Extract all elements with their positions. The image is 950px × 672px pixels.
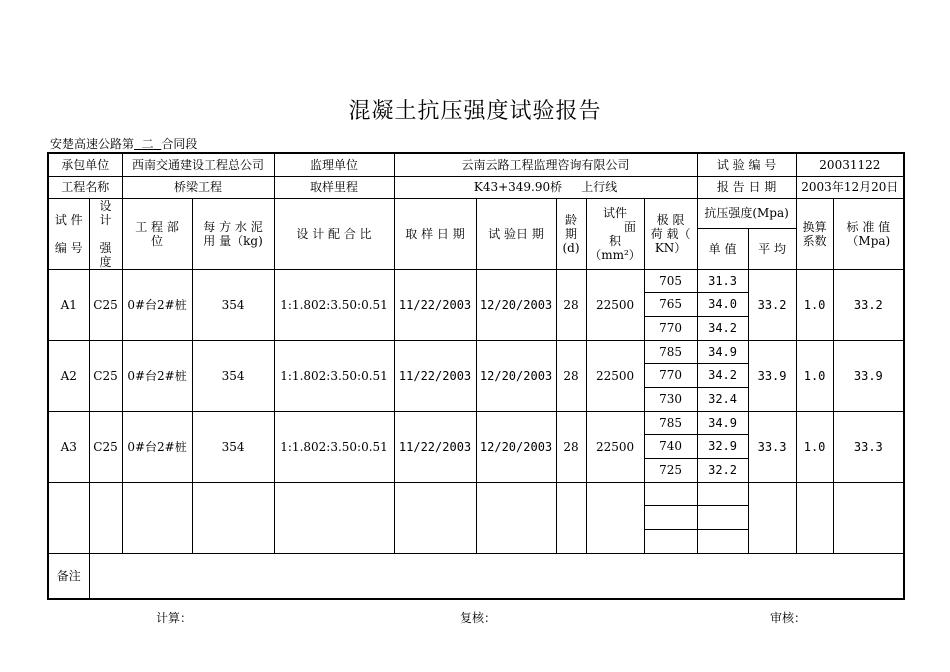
empty-cell [274,482,394,553]
contractor-label: 承包单位 [48,153,122,176]
area: 22500 [586,340,644,411]
empty-cell [192,482,274,553]
report-date-label: 报 告 日 期 [697,176,796,198]
project-label: 工程名称 [48,176,122,198]
single-value: 34.9 [697,411,748,434]
report-title: 混凝土抗压强度试验报告 [348,99,602,124]
contractor-value: 西南交通建设工程总公司 [122,153,274,176]
average-value: 33.3 [748,411,796,482]
single-value: 34.9 [697,340,748,363]
load-value: 770 [644,363,697,387]
average-value: 33.9 [748,340,796,411]
single-value: 32.2 [697,458,748,482]
area: 22500 [586,269,644,340]
empty-cell [394,482,476,553]
header-load: 极 限 荷 载（ KN） [644,198,697,269]
calc-signature: 计算： [156,611,193,625]
header-single: 单 值 [697,228,748,269]
design-grade: C25 [89,411,122,482]
load-value: 785 [644,340,697,363]
factor-value: 1.0 [796,269,833,340]
mix-ratio: 1:1.802:3.50:0.51 [274,411,394,482]
average-value: 33.2 [748,269,796,340]
design-grade: C25 [89,340,122,411]
age: 28 [556,269,586,340]
test-date: 12/20/2003 [476,269,556,340]
mix-ratio: 1:1.802:3.50:0.51 [274,340,394,411]
header-specimen-no: 试 件 编 号 [48,198,89,269]
single-value: 34.2 [697,316,748,340]
sample-label: 取样里程 [274,176,394,198]
specimen-id: A1 [48,269,89,340]
factor-value: 1.0 [796,411,833,482]
empty-cell [122,482,192,553]
header-mix-ratio: 设 计 配 合 比 [274,198,394,269]
empty-cell [644,529,697,553]
sample-date: 11/22/2003 [394,340,476,411]
single-value: 31.3 [697,269,748,292]
load-value: 730 [644,387,697,411]
mix-ratio: 1:1.802:3.50:0.51 [274,269,394,340]
empty-cell [48,482,89,553]
header-design-grade: 设 计 强 度 [89,198,122,269]
header-age: 龄 期 (d) [556,198,586,269]
empty-cell [644,482,697,505]
empty-cell [697,529,748,553]
header-sample-date: 取 样 日 期 [394,198,476,269]
section-number: 二 [141,137,154,151]
standard-value: 33.2 [833,269,904,340]
empty-cell [697,505,748,529]
location: 0#台2#桩 [122,411,192,482]
project-value: 桥梁工程 [122,176,274,198]
load-value: 725 [644,458,697,482]
empty-cell [644,505,697,529]
age: 28 [556,411,586,482]
empty-cell [796,482,833,553]
location: 0#台2#桩 [122,340,192,411]
age: 28 [556,340,586,411]
cement: 354 [192,269,274,340]
header-test-date: 试 验日 期 [476,198,556,269]
empty-cell [748,482,796,553]
header-location: 工 程 部 位 [122,198,192,269]
empty-cell [833,482,904,553]
remarks-label: 备注 [48,553,89,599]
single-value: 34.2 [697,363,748,387]
empty-cell [697,482,748,505]
empty-cell [476,482,556,553]
load-value: 705 [644,269,697,292]
sample-value: K43+349.90桥 上行线 [394,176,697,198]
load-value: 765 [644,292,697,316]
sample-line: 上行线 [581,180,618,194]
header-standard: 标 准 值 （Mpa) [833,198,904,269]
supervisor-value: 云南云路工程监理咨询有限公司 [394,153,697,176]
design-grade: C25 [89,269,122,340]
remarks-field[interactable] [89,553,904,599]
contract-section: 安楚高速公路第 二 合同段 [50,137,198,151]
test-date: 12/20/2003 [476,340,556,411]
header-area: 试件 面 积 （mm²） [586,198,644,269]
factor-value: 1.0 [796,340,833,411]
header-average: 平 均 [748,228,796,269]
test-no-value: 20031122 [796,153,904,176]
specimen-id: A2 [48,340,89,411]
header-cement: 每 方 水 泥 用 量（kg) [192,198,274,269]
report-table [47,152,905,600]
single-value: 32.4 [697,387,748,411]
specimen-id: A3 [48,411,89,482]
single-value: 32.9 [697,434,748,458]
load-value: 770 [644,316,697,340]
test-no-label: 试 验 编 号 [697,153,796,176]
sample-date: 11/22/2003 [394,411,476,482]
cement: 354 [192,340,274,411]
review-signature: 复核： [460,611,497,625]
empty-cell [586,482,644,553]
empty-cell [556,482,586,553]
header-strength: 抗压强度(Mpa) [697,198,796,228]
test-date: 12/20/2003 [476,411,556,482]
load-value: 785 [644,411,697,434]
single-value: 34.0 [697,292,748,316]
standard-value: 33.3 [833,411,904,482]
location: 0#台2#桩 [122,269,192,340]
audit-signature: 审核： [770,611,807,625]
header-factor: 换算 系数 [796,198,833,269]
empty-cell [89,482,122,553]
load-value: 740 [644,434,697,458]
supervisor-label: 监理单位 [274,153,394,176]
standard-value: 33.9 [833,340,904,411]
area: 22500 [586,411,644,482]
report-date-value: 2003年12月20日 [796,176,904,198]
cement: 354 [192,411,274,482]
sample-date: 11/22/2003 [394,269,476,340]
